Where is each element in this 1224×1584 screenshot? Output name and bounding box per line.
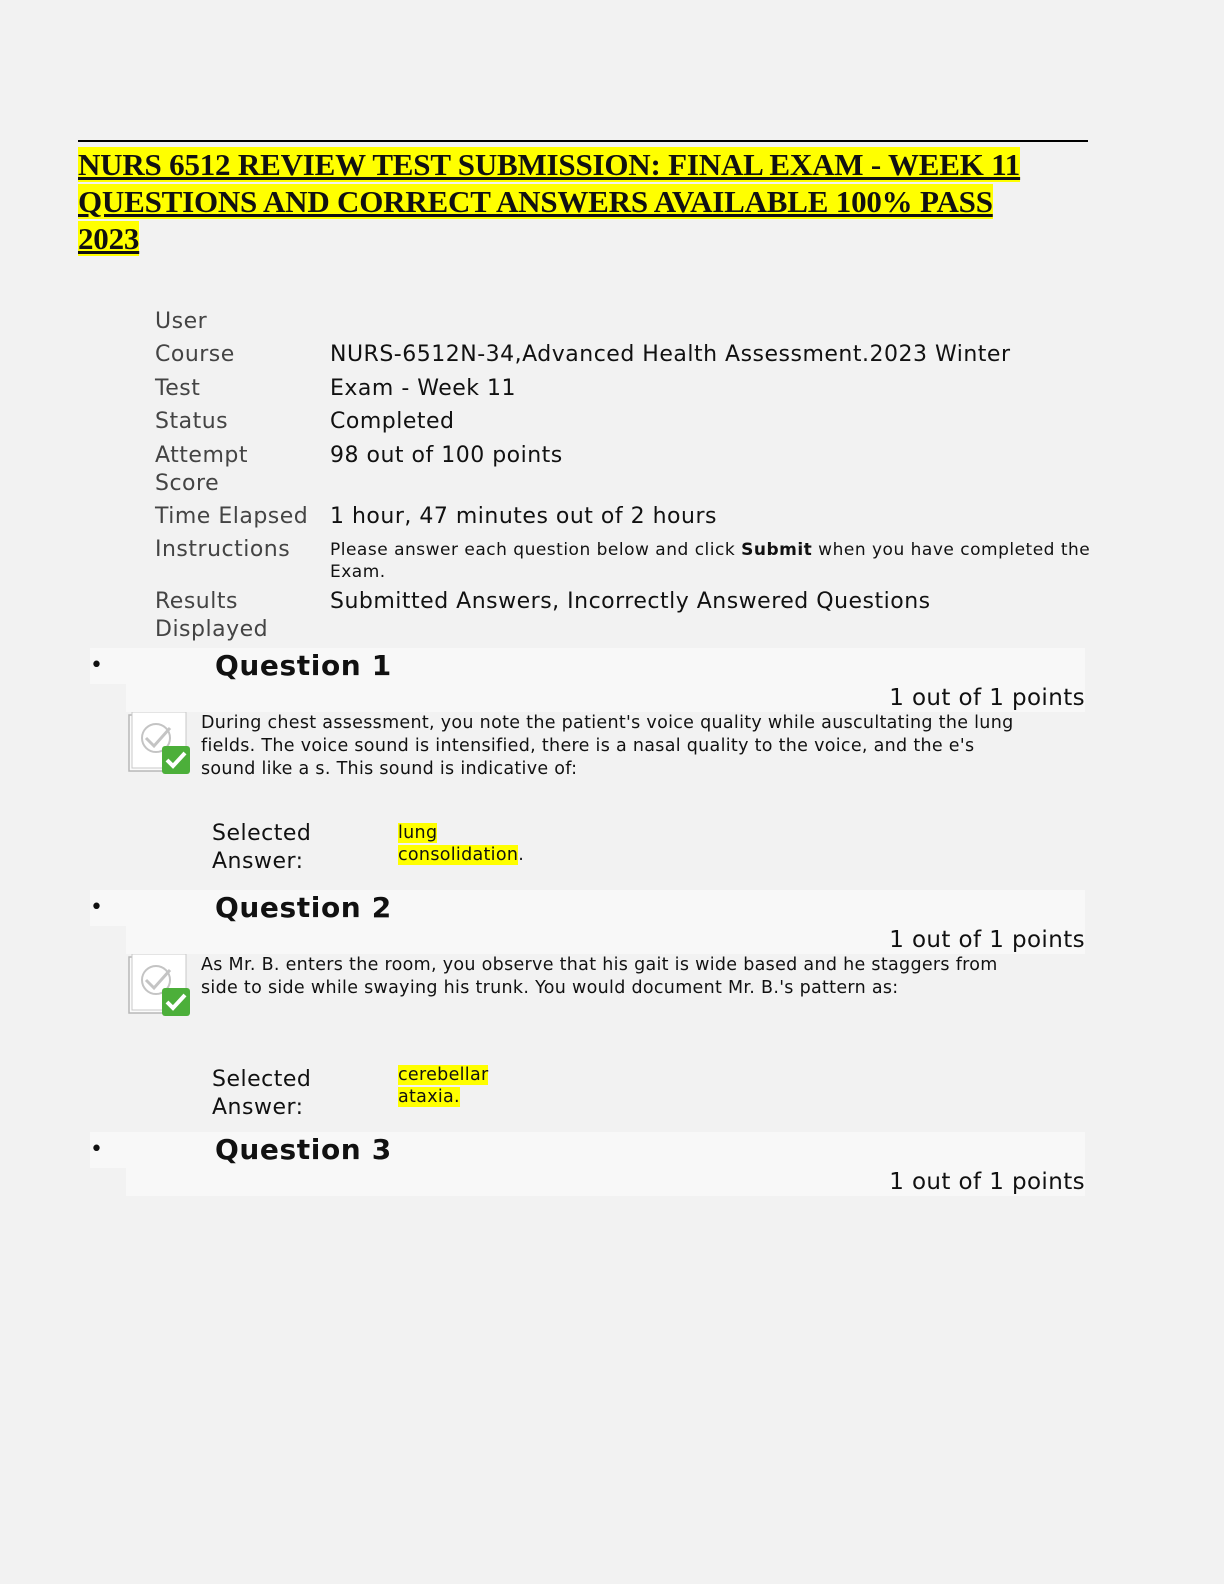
user-value: [330, 308, 1105, 341]
list-bullet: •: [90, 895, 103, 920]
course-label: Course: [155, 342, 235, 367]
question-body: [126, 712, 1085, 892]
info-row-attempt: [155, 442, 1105, 503]
selected-label-line-2: Answer:: [212, 1095, 304, 1120]
test-label: Test: [155, 376, 201, 401]
document-title: [78, 140, 1088, 257]
time-elapsed-value: 1 hour, 47 minutes out of 2 hours: [330, 504, 717, 529]
selected-answer-label: [212, 1066, 311, 1122]
info-row-user: [155, 308, 1105, 341]
question-body: [126, 954, 1085, 1134]
selected-label-line-1: Selected: [212, 821, 312, 846]
instructions-text-pre: Please answer each question below and click: [330, 540, 742, 560]
answer-line-1: lung: [398, 823, 438, 843]
question-header: [90, 648, 1085, 684]
question-points-row: [126, 1168, 1085, 1196]
question-header: [90, 1132, 1085, 1168]
selected-label-line-2: Answer:: [212, 849, 304, 874]
status-label: Status: [155, 409, 229, 434]
correct-check-icon: [128, 712, 192, 776]
instructions-label: Instructions: [155, 537, 291, 562]
info-row-status: [155, 408, 1105, 442]
correct-check-icon: [128, 954, 192, 1018]
list-bullet: •: [90, 653, 103, 678]
selected-label-line-1: Selected: [212, 1067, 312, 1092]
question-title: Question 3: [215, 1133, 392, 1166]
question-title: Question 2: [215, 891, 392, 924]
question-title: Question 1: [215, 649, 392, 682]
submission-info: [155, 308, 1105, 644]
attempt-label-line-2: Score: [155, 471, 220, 496]
time-elapsed-label: Time Elapsed: [155, 504, 309, 529]
selected-answer: [398, 1064, 548, 1108]
question-header: [90, 890, 1085, 926]
question-1: [90, 648, 1085, 892]
question-3: [90, 1132, 1085, 1196]
info-row-instructions: [155, 536, 1105, 588]
instructions-value: [330, 536, 1105, 588]
info-row-time: [155, 503, 1105, 536]
user-label: User: [155, 309, 208, 334]
list-bullet: •: [90, 1137, 103, 1162]
instructions-submit-word: Submit: [741, 540, 813, 560]
question-text: As Mr. B. enters the room, you observe that his gait is wide based and he staggers from side to side while swaying his trunk. You would document Mr. B.'s pattern as:: [201, 955, 998, 998]
course-value: NURS-6512N-34,Advanced Health Assessment.2023 Winter: [330, 342, 1011, 367]
test-value: Exam - Week 11: [330, 376, 517, 401]
selected-answer-label: [212, 820, 311, 876]
results-displayed-value: Submitted Answers, Incorrectly Answered Questions: [330, 589, 931, 614]
results-label-line-2: Displayed: [155, 617, 269, 642]
selected-answer: [398, 822, 548, 866]
attempt-score-value: 98 out of 100 points: [330, 443, 563, 468]
question-text: During chest assessment, you note the patient's voice quality while auscultating the lung fields. The voice sound is intensified, there is a nasal quality to the voice, and the e's sound like a s. This sound is indicative of:: [201, 713, 1014, 779]
answer-line-1: cerebellar: [398, 1065, 489, 1085]
info-row-test: [155, 375, 1105, 408]
question-points: 1 out of 1 points: [889, 1169, 1085, 1195]
answer-line-2: consolidation: [398, 845, 519, 865]
title-line-3: 2023: [78, 221, 140, 256]
answer-line-2: ataxia.: [398, 1087, 460, 1107]
attempt-label-line-1: Attempt: [155, 443, 248, 468]
attempt-score-label: [155, 442, 330, 503]
info-row-results: [155, 588, 1105, 644]
question-2: [90, 890, 1085, 1134]
info-row-course: [155, 341, 1105, 375]
answer-suffix: .: [518, 845, 525, 865]
question-points: 1 out of 1 points: [889, 927, 1085, 953]
question-points-row: [126, 684, 1085, 712]
results-label-line-1: Results: [155, 589, 238, 614]
question-points: 1 out of 1 points: [889, 685, 1085, 711]
status-value: Completed: [330, 409, 455, 434]
title-line-1: NURS 6512 REVIEW TEST SUBMISSION: FINAL EXAM - WEEK 11: [78, 147, 1021, 182]
results-displayed-label: [155, 588, 330, 644]
title-line-2: QUESTIONS AND CORRECT ANSWERS AVAILABLE 100% PASS: [78, 184, 993, 219]
instructions-text-post: when you have completed the Exam.: [330, 540, 1091, 582]
question-points-row: [126, 926, 1085, 954]
